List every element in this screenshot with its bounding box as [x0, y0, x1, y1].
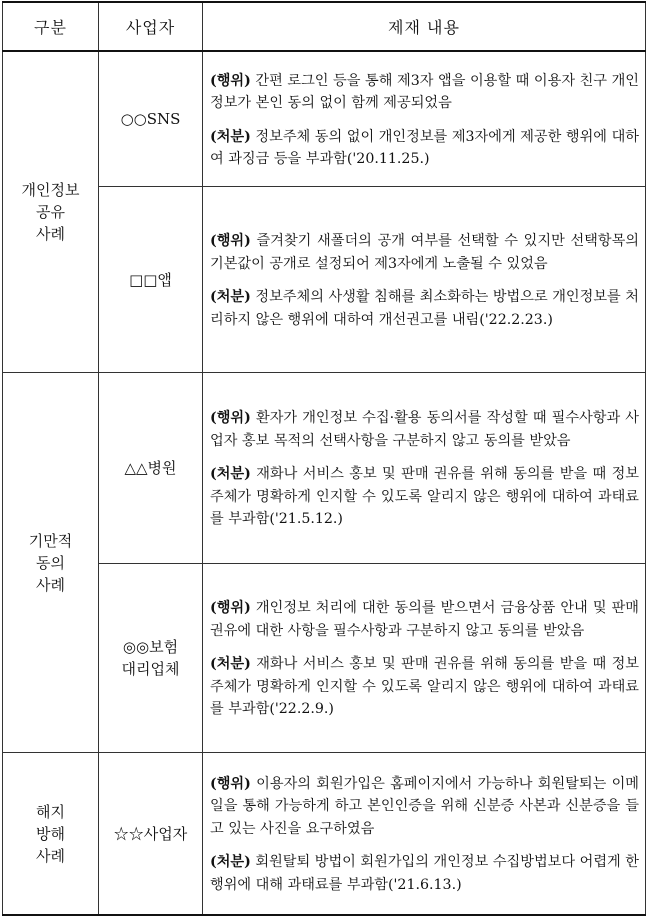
action-text: [210, 773, 639, 841]
action-text: [210, 230, 639, 275]
content-cell: [203, 564, 646, 753]
table-row: [3, 753, 646, 916]
business-cell: ☆☆사업자: [99, 753, 203, 916]
sanctions-table: [2, 1, 646, 916]
penalty-tag: (처분): [210, 289, 251, 305]
table-row: [3, 187, 646, 373]
penalty-text: [210, 851, 639, 896]
action-body: 환자가 개인정보 수집·활용 동의서를 작성할 때 필수사항과 사업자 홍보 목적의 선택사항을 구분하지 않고 동의를 받았음: [210, 410, 639, 449]
business-cell: △△병원: [99, 373, 203, 564]
penalty-text: [210, 653, 639, 721]
category-cell: 해지 방해 사례: [3, 753, 99, 916]
penalty-tag: (처분): [210, 656, 251, 673]
penalty-body: 정보주체의 사생활 침해를 최소화하는 방법으로 개인정보를 처리하지 않은 행위에 대하여 개선권고를 내림('22.2.23.): [210, 289, 639, 328]
header-category: 구분: [3, 2, 99, 51]
content-cell: [203, 187, 646, 373]
action-body: 간편 로그인 등을 통해 제3자 앱을 이용할 때 이용자 친구 개인정보가 본인 동의 없이 함께 제공되었음: [210, 72, 639, 111]
header-business: 사업자: [99, 2, 203, 51]
business-cell: ◎◎보험 대리업체: [99, 564, 203, 753]
action-body: 개인정보 처리에 대한 동의를 받으면서 금융상품 안내 및 판매 권유에 대한 사항을 필수사항과 구분하지 않고 동의를 받았음: [210, 600, 639, 639]
table-row: [3, 564, 646, 753]
action-body: 즐겨찾기 새폴더의 공개 여부를 선택할 수 있지만 선택항목의 기본값이 공개로 설정되어 제3자에게 노출될 수 있었음: [210, 233, 640, 272]
penalty-tag: (처분): [210, 854, 251, 871]
penalty-text: [210, 286, 639, 331]
action-tag: (행위): [210, 775, 251, 792]
penalty-tag: (처분): [210, 466, 251, 483]
penalty-text: [210, 126, 639, 171]
table-row: [3, 373, 646, 564]
content-cell: [203, 51, 646, 187]
business-cell: ○○SNS: [99, 51, 203, 187]
penalty-body: 재화나 서비스 홍보 및 판매 권유를 위해 동의를 받을 때 정보주체가 명확하게 인지할 수 있도록 알리지 않은 행위에 대하여 과태료를 부과함('21.5.12.): [210, 466, 639, 528]
content-cell: [203, 373, 646, 564]
header-content: 제재 내용: [203, 2, 646, 51]
action-text: [210, 597, 639, 642]
penalty-tag: (처분): [210, 128, 251, 145]
action-body: 이용자의 회원가입은 홈페이지에서 가능하나 회원탈퇴는 이메일을 통해 가능하게 하고 본인인증을 위해 신분증 사본과 신분증을 들고 있는 사진을 요구하였음: [210, 775, 639, 837]
action-text: [210, 70, 639, 115]
action-tag: (행위): [210, 600, 251, 617]
content-cell: [203, 753, 646, 916]
penalty-body: 회원탈퇴 방법이 회원가입의 개인정보 수집방법보다 어렵게 한 행위에 대해 과태료를 부과함('21.6.13.): [210, 854, 639, 893]
penalty-body: 정보주체 동의 없이 개인정보를 제3자에게 제공한 행위에 대하여 과징금 등을 부과함('20.11.25.): [210, 128, 639, 167]
action-tag: (행위): [210, 410, 251, 427]
category-cell: 기만적 동의 사례: [3, 373, 99, 753]
action-tag: (행위): [210, 72, 251, 89]
business-cell: □□앱: [99, 187, 203, 373]
category-cell: 개인정보 공유 사례: [3, 51, 99, 373]
action-text: [210, 407, 639, 452]
table-header-row: [3, 2, 646, 51]
action-tag: (행위): [210, 233, 251, 249]
penalty-text: [210, 463, 639, 531]
table-row: [3, 51, 646, 187]
penalty-body: 재화나 서비스 홍보 및 판매 권유를 위해 동의를 받을 때 정보주체가 명확하게 인지할 수 있도록 알리지 않은 행위에 대하여 과태료를 부과함('22.2.9.): [210, 656, 639, 718]
